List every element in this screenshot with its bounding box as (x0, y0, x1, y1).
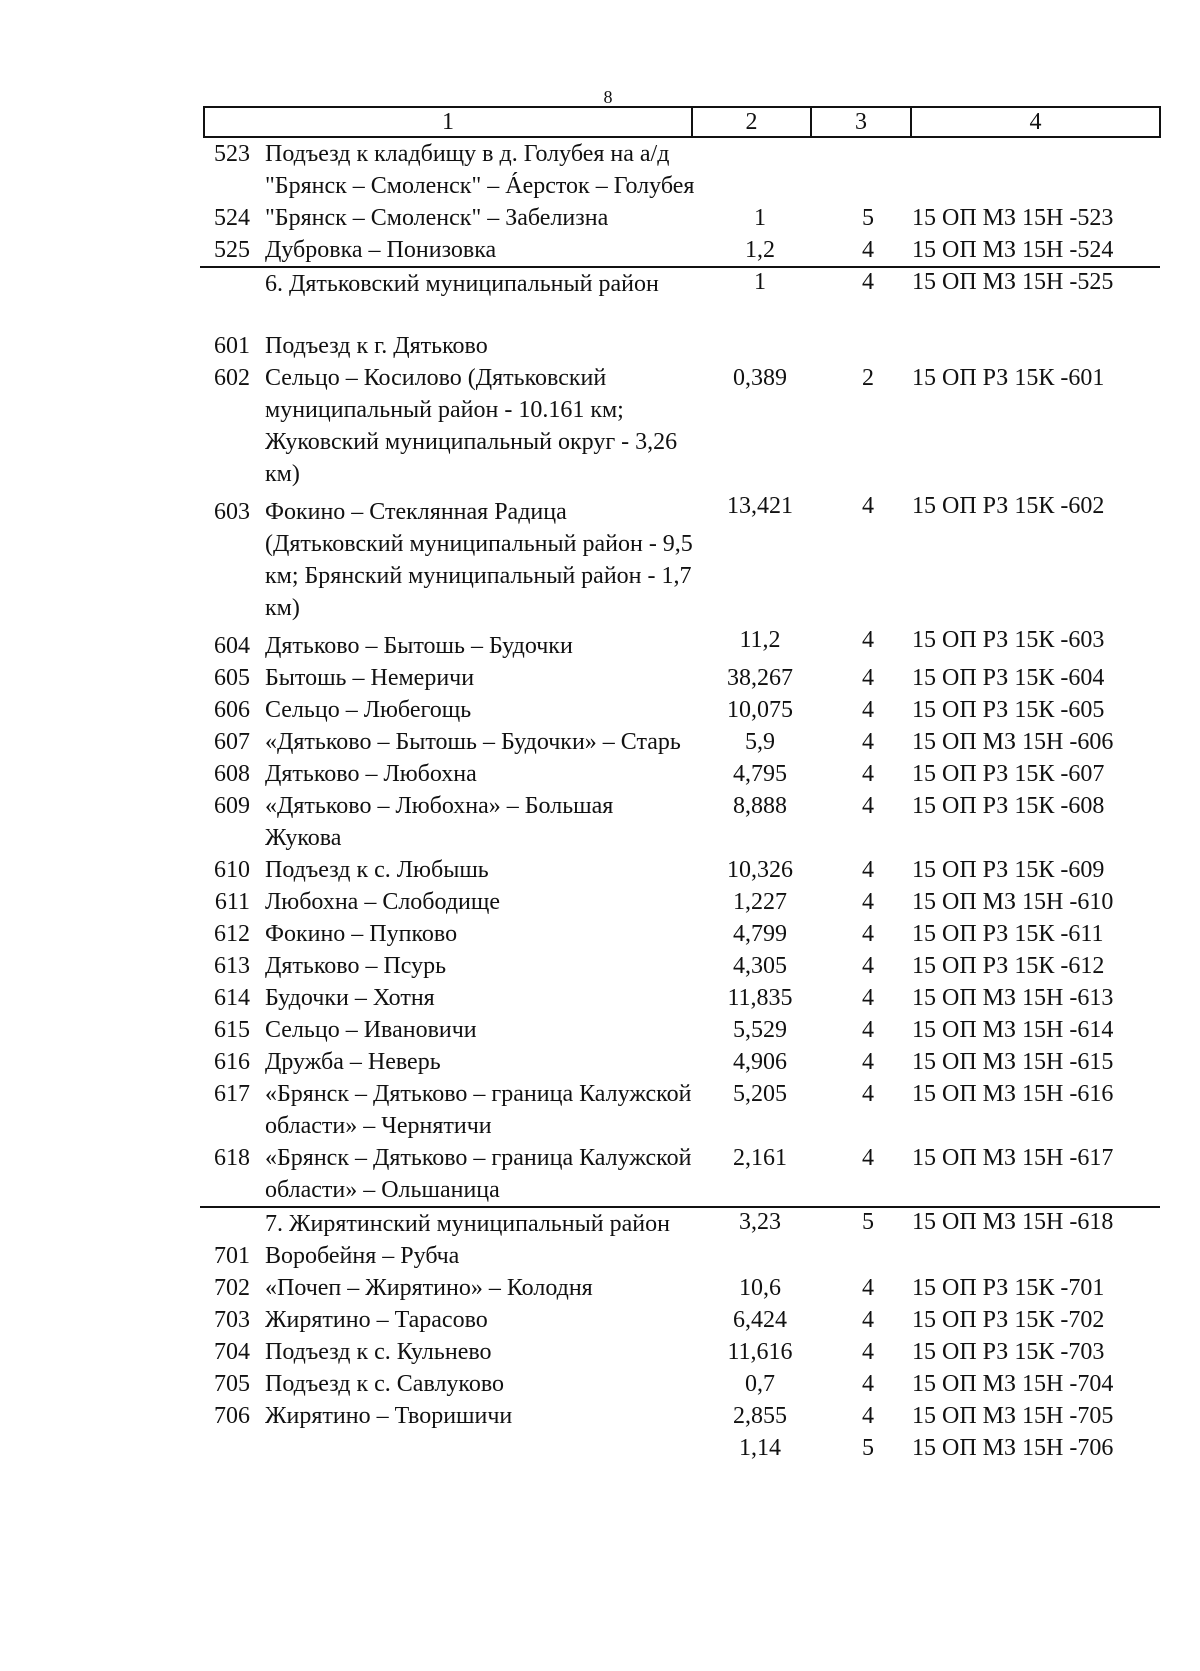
road-code: 15 ОП РЗ 15К -609 (912, 857, 1105, 883)
section-7-title: 7. Жирятинский муниципальный район (265, 1211, 670, 1237)
road-category: 5 (862, 1209, 874, 1235)
road-name: Сельцо – Любегощь (265, 697, 472, 723)
road-code: 15 ОП МЗ 15Н -606 (912, 729, 1114, 755)
road-code: 15 ОП РЗ 15К -605 (912, 697, 1105, 723)
road-name: Подъезд к с. Кульнево (265, 1339, 492, 1365)
road-length: 11,835 (727, 985, 793, 1011)
road-name: Подъезд к г. Дятьково (265, 333, 488, 359)
road-category: 4 (862, 761, 874, 787)
road-length: 1 (754, 205, 766, 231)
row-number: 702 (214, 1275, 250, 1301)
header-col-2: 2 (693, 108, 812, 136)
road-category: 4 (862, 665, 874, 691)
road-length: 1 (754, 269, 766, 295)
table-row (200, 1400, 1160, 1461)
road-code: 15 ОП МЗ 15Н -610 (912, 889, 1114, 915)
road-category: 4 (862, 1403, 874, 1429)
road-length: 5,529 (733, 1017, 787, 1043)
road-length: 13,421 (727, 493, 793, 519)
section-6-title: 6. Дятьковский муниципальный район (265, 271, 659, 297)
road-category: 4 (862, 1371, 874, 1397)
row-number: 701 (214, 1243, 250, 1269)
road-length: 5,9 (745, 729, 775, 755)
road-code: 15 ОП МЗ 15Н -617 (912, 1145, 1114, 1171)
road-category: 4 (862, 793, 874, 819)
road-name: "Брянск – Смоленск" – Забелизна (265, 205, 609, 231)
road-code: 15 ОП РЗ 15К -604 (912, 665, 1105, 691)
row-number: 602 (214, 365, 250, 391)
road-code: 15 ОП РЗ 15К -612 (912, 953, 1105, 979)
road-length: 1,227 (733, 889, 787, 915)
row-number: 616 (214, 1049, 250, 1075)
row-number: 612 (214, 921, 250, 947)
road-length: 4,799 (733, 921, 787, 947)
road-length: 2,161 (733, 1145, 787, 1171)
table-header (203, 106, 1161, 138)
road-name: Сельцо – Ивановичи (265, 1017, 477, 1043)
road-length: 6,424 (733, 1307, 787, 1333)
road-length: 11,2 (739, 627, 781, 653)
road-length: 11,616 (727, 1339, 793, 1365)
road-length: 8,888 (733, 793, 787, 819)
road-category: 4 (862, 1339, 874, 1365)
road-code: 15 ОП РЗ 15К -703 (912, 1339, 1105, 1365)
road-code: 15 ОП МЗ 15Н -525 (912, 269, 1114, 295)
road-code: 15 ОП РЗ 15К -701 (912, 1275, 1105, 1301)
road-length: 2,855 (733, 1403, 787, 1429)
road-code: 15 ОП РЗ 15К -602 (912, 493, 1105, 519)
road-category: 4 (862, 269, 874, 295)
road-category: 4 (862, 1017, 874, 1043)
rows-group-d (200, 1240, 1160, 1461)
road-name: Фокино – Стеклянная Радица (Дятьковский муниципальный район - 9,5 км; Брянский муниципальный район - 1,7 км) (265, 499, 693, 621)
road-category: 5 (862, 205, 874, 231)
road-code: 15 ОП МЗ 15Н -616 (912, 1081, 1114, 1107)
row-number: 615 (214, 1017, 250, 1043)
road-category: 4 (862, 889, 874, 915)
road-code: 15 ОП МЗ 15Н -705 (912, 1403, 1114, 1429)
road-length: 3,23 (739, 1209, 781, 1235)
row-number: 607 (214, 729, 250, 755)
road-name: Подъезд к с. Савлуково (265, 1371, 505, 1397)
road-category: 4 (862, 729, 874, 755)
row-number: 618 (214, 1145, 250, 1171)
row-number: 703 (214, 1307, 250, 1333)
road-name: Дятьково – Псурь (265, 953, 447, 979)
row-number: 614 (214, 985, 250, 1011)
row-number: 609 (214, 793, 250, 819)
road-length: 4,305 (733, 953, 787, 979)
road-name: «Дятьково – Бытошь – Будочки» – Старь (265, 729, 681, 755)
road-length: 4,795 (733, 761, 787, 787)
road-name: «Брянск – Дятьково – граница Калужской области» – Чернятичи (265, 1081, 692, 1139)
road-length: 1,2 (745, 237, 775, 263)
road-category: 4 (862, 627, 874, 653)
table-body (200, 138, 1160, 1461)
header-col-3: 3 (812, 108, 912, 136)
road-name: Дружба – Неверь (265, 1049, 441, 1075)
road-category: 4 (862, 953, 874, 979)
road-category: 4 (862, 1275, 874, 1301)
road-name: Подъезд к кладбищу в д. Голубея на а/д "Брянск – Смоленск" – Áерсток – Голубея (265, 141, 695, 199)
road-category: 4 (862, 697, 874, 723)
road-code: 15 ОП РЗ 15К -607 (912, 761, 1105, 787)
road-category: 4 (862, 1049, 874, 1075)
road-category: 5 (862, 1435, 874, 1461)
road-code: 15 ОП МЗ 15Н -704 (912, 1371, 1114, 1397)
road-name: Бытошь – Немеричи (265, 665, 475, 691)
header-col-1: 1 (205, 108, 693, 136)
road-category: 4 (862, 237, 874, 263)
road-code: 15 ОП МЗ 15Н -618 (912, 1209, 1114, 1235)
page-number: 8 (603, 87, 613, 107)
row-number: 524 (214, 205, 250, 231)
road-category: 4 (862, 1145, 874, 1171)
road-category: 4 (862, 985, 874, 1011)
row-number: 704 (214, 1339, 250, 1365)
road-name: «Почеп – Жирятино» – Колодня (265, 1275, 593, 1301)
row-number: 601 (214, 333, 250, 359)
road-length: 0,389 (733, 365, 787, 391)
road-name: Жирятино – Творишичи (265, 1403, 513, 1429)
road-category: 4 (862, 921, 874, 947)
road-length: 10,6 (739, 1275, 781, 1301)
row-number: 611 (214, 889, 250, 915)
road-length: 10,326 (727, 857, 793, 883)
road-code: 15 ОП МЗ 15Н -524 (912, 237, 1114, 263)
road-code: 15 ОП МЗ 15Н -615 (912, 1049, 1114, 1075)
row-number: 608 (214, 761, 250, 787)
road-name: «Дятьково – Любохна» – Большая Жукова (265, 793, 614, 851)
road-length: 1,14 (739, 1435, 781, 1461)
row-number: 523 (214, 141, 250, 167)
road-code: 15 ОП МЗ 15Н -706 (912, 1435, 1114, 1461)
road-name: Дубровка – Понизовка (265, 237, 497, 263)
row-number: 604 (214, 633, 250, 659)
row-number: 525 (214, 237, 250, 263)
road-category: 4 (862, 1307, 874, 1333)
road-name: Сельцо – Косилово (Дятьковский муниципальный район - 10.161 км; Жуковский муниципальный округ - 3,26 км) (265, 365, 678, 487)
road-length: 10,075 (727, 697, 793, 723)
row-number: 706 (214, 1403, 250, 1429)
road-code: 15 ОП РЗ 15К -608 (912, 793, 1105, 819)
row-number: 613 (214, 953, 250, 979)
road-name: Дятьково – Любохна (265, 761, 477, 787)
road-name: «Брянск – Дятьково – граница Калужской области» – Ольшаница (265, 1145, 692, 1203)
road-name: Будочки – Хотня (265, 985, 435, 1011)
road-code: 15 ОП РЗ 15К -601 (912, 365, 1105, 391)
road-code: 15 ОП РЗ 15К -702 (912, 1307, 1105, 1333)
road-length: 38,267 (727, 665, 793, 691)
row-number: 617 (214, 1081, 250, 1107)
road-length: 4,906 (733, 1049, 787, 1075)
row-number: 605 (214, 665, 250, 691)
row-number: 606 (214, 697, 250, 723)
header-col-4: 4 (1029, 109, 1042, 135)
road-name: Фокино – Пупково (265, 921, 458, 947)
road-name: Воробейня – Рубча (265, 1243, 460, 1269)
road-category: 2 (862, 365, 874, 391)
road-code: 15 ОП РЗ 15К -611 (912, 921, 1104, 947)
road-code: 15 ОП РЗ 15К -603 (912, 627, 1105, 653)
road-code: 15 ОП МЗ 15Н -614 (912, 1017, 1114, 1043)
road-code: 15 ОП МЗ 15Н -613 (912, 985, 1114, 1011)
road-length: 5,205 (733, 1081, 787, 1107)
road-name: Дятьково – Бытошь – Будочки (265, 633, 573, 659)
road-category: 4 (862, 493, 874, 519)
road-name: Любохна – Слободище (265, 889, 501, 915)
row-number: 610 (214, 857, 250, 883)
row-number: 603 (214, 499, 250, 525)
road-name: Жирятино – Тарасово (265, 1307, 488, 1333)
road-category: 4 (862, 857, 874, 883)
road-length: 0,7 (745, 1371, 775, 1397)
road-name: Подъезд к с. Любышь (265, 857, 489, 883)
road-category: 4 (862, 1081, 874, 1107)
row-number: 705 (214, 1371, 250, 1397)
road-code: 15 ОП МЗ 15Н -523 (912, 205, 1114, 231)
